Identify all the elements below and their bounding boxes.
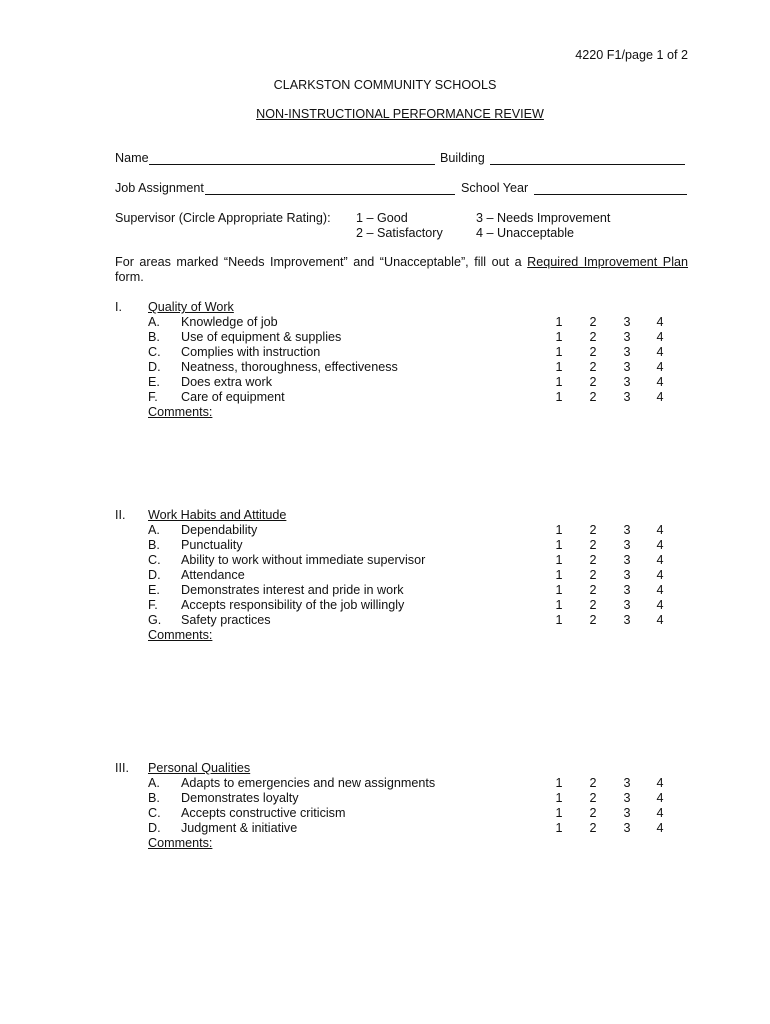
building-label: Building — [440, 151, 485, 165]
item-letter: C. — [148, 806, 161, 820]
name-field[interactable] — [149, 164, 435, 165]
page-reference: 4220 F1/page 1 of 2 — [575, 48, 688, 62]
rating-option-3[interactable]: 3 — [623, 523, 631, 537]
rating-row — [148, 390, 688, 405]
comments-label: Comments: — [148, 628, 213, 642]
school-year-field[interactable] — [534, 194, 687, 195]
rating-row — [148, 806, 688, 821]
rating-option-3[interactable]: 3 — [623, 806, 631, 820]
rating-row — [148, 330, 688, 345]
rating-option-4[interactable]: 4 — [656, 360, 664, 374]
rating-option-1[interactable]: 1 — [555, 390, 563, 404]
item-description: Complies with instruction — [181, 345, 321, 359]
comments-label: Comments: — [148, 836, 213, 850]
rating-option-4[interactable]: 4 — [656, 806, 664, 820]
rating-option-2[interactable]: 2 — [589, 375, 597, 389]
section-title: Quality of Work — [148, 300, 234, 314]
rating-option-2[interactable]: 2 — [589, 315, 597, 329]
rating-option-2[interactable]: 2 — [589, 776, 597, 790]
rating-option-4[interactable]: 4 — [656, 375, 664, 389]
rating-row — [148, 538, 688, 553]
job-assignment-label: Job Assignment — [115, 181, 204, 195]
rating-option-2[interactable]: 2 — [589, 791, 597, 805]
rating-option-1[interactable]: 1 — [555, 776, 563, 790]
comments-area[interactable] — [148, 645, 688, 755]
rating-option-2[interactable]: 2 — [589, 806, 597, 820]
building-field[interactable] — [490, 164, 685, 165]
note-text: For areas marked “Needs Improvement” and “Unacceptable”, fill out a — [115, 255, 522, 269]
rating-option-2[interactable]: 2 — [589, 821, 597, 835]
section-numeral: II. — [115, 508, 126, 522]
rating-option-1[interactable]: 1 — [555, 315, 563, 329]
rating-option-2[interactable]: 2 — [589, 390, 597, 404]
rating-option-2[interactable]: 2 — [589, 553, 597, 567]
rating-option-3[interactable]: 3 — [623, 390, 631, 404]
rating-option-4[interactable]: 4 — [656, 568, 664, 582]
rating-option-4[interactable]: 4 — [656, 791, 664, 805]
rating-option-4[interactable]: 4 — [656, 598, 664, 612]
item-description: Demonstrates interest and pride in work — [181, 583, 404, 597]
rating-option-4[interactable]: 4 — [656, 613, 664, 627]
item-letter: A. — [148, 776, 160, 790]
rating-option-3[interactable]: 3 — [623, 583, 631, 597]
section-numeral: III. — [115, 761, 129, 775]
item-description: Knowledge of job — [181, 315, 278, 329]
rating-option-1[interactable]: 1 — [555, 568, 563, 582]
rating-option-4[interactable]: 4 — [656, 538, 664, 552]
instruction-note — [115, 255, 688, 270]
rating-option-3[interactable]: 3 — [623, 330, 631, 344]
rating-option-2[interactable]: 2 — [589, 538, 597, 552]
item-description: Dependability — [181, 523, 258, 537]
rating-option-1[interactable]: 1 — [555, 598, 563, 612]
section-numeral: I. — [115, 300, 122, 314]
section-title: Personal Qualities — [148, 761, 251, 775]
rating-option-1[interactable]: 1 — [555, 523, 563, 537]
rating-row — [148, 523, 688, 538]
rating-option-1[interactable]: 1 — [555, 330, 563, 344]
comments-area[interactable] — [148, 422, 688, 502]
item-letter: D. — [148, 821, 161, 835]
item-description: Accepts responsibility of the job willingly — [181, 598, 405, 612]
rating-option-3[interactable]: 3 — [623, 613, 631, 627]
rating-option-4[interactable]: 4 — [656, 330, 664, 344]
rating-row — [148, 360, 688, 375]
item-letter: E. — [148, 583, 160, 597]
item-letter: B. — [148, 330, 160, 344]
rating-legend-needs-improvement: 3 – Needs Improvement — [476, 211, 611, 225]
rating-option-4[interactable]: 4 — [656, 390, 664, 404]
school-year-label: School Year — [461, 181, 529, 195]
rating-option-2[interactable]: 2 — [589, 523, 597, 537]
rating-option-3[interactable]: 3 — [623, 553, 631, 567]
rating-option-3[interactable]: 3 — [623, 598, 631, 612]
rating-option-1[interactable]: 1 — [555, 345, 563, 359]
item-description: Ability to work without immediate supervisor — [181, 553, 426, 567]
rating-option-2[interactable]: 2 — [589, 360, 597, 374]
item-letter: F. — [148, 390, 158, 404]
item-description: Judgment & initiative — [181, 821, 298, 835]
rating-row — [148, 776, 688, 791]
item-letter: B. — [148, 791, 160, 805]
section-title: Work Habits and Attitude — [148, 508, 287, 522]
rating-option-2[interactable]: 2 — [589, 613, 597, 627]
item-description: Care of equipment — [181, 390, 285, 404]
rating-option-1[interactable]: 1 — [555, 613, 563, 627]
rating-option-4[interactable]: 4 — [656, 345, 664, 359]
rating-option-2[interactable]: 2 — [589, 330, 597, 344]
rating-option-1[interactable]: 1 — [555, 360, 563, 374]
rating-option-1[interactable]: 1 — [555, 375, 563, 389]
item-letter: D. — [148, 360, 161, 374]
rating-option-3[interactable]: 3 — [623, 345, 631, 359]
item-letter: D. — [148, 568, 161, 582]
rating-option-4[interactable]: 4 — [656, 821, 664, 835]
rating-row — [148, 791, 688, 806]
form-title: NON-INSTRUCTIONAL PERFORMANCE REVIEW — [256, 107, 544, 121]
comments-label: Comments: — [148, 405, 213, 419]
rating-option-4[interactable]: 4 — [656, 315, 664, 329]
comments-area[interactable] — [148, 853, 688, 973]
rating-row — [148, 598, 688, 613]
item-letter: F. — [148, 598, 158, 612]
rating-option-1[interactable]: 1 — [555, 583, 563, 597]
rating-legend-unacceptable: 4 – Unacceptable — [476, 226, 575, 240]
rating-option-1[interactable]: 1 — [555, 791, 563, 805]
rating-option-4[interactable]: 4 — [656, 523, 664, 537]
item-description: Demonstrates loyalty — [181, 791, 299, 805]
rating-row — [148, 568, 688, 583]
item-letter: C. — [148, 553, 161, 567]
rating-option-3[interactable]: 3 — [623, 315, 631, 329]
rating-option-3[interactable]: 3 — [623, 360, 631, 374]
item-description: Attendance — [181, 568, 245, 582]
item-letter: B. — [148, 538, 160, 552]
item-description: Neatness, thoroughness, effectiveness — [181, 360, 398, 374]
rating-option-3[interactable]: 3 — [623, 568, 631, 582]
item-description: Does extra work — [181, 375, 272, 389]
rating-option-1[interactable]: 1 — [555, 553, 563, 567]
rating-option-4[interactable]: 4 — [656, 776, 664, 790]
item-description: Safety practices — [181, 613, 271, 627]
item-description: Accepts constructive criticism — [181, 806, 346, 820]
item-description: Adapts to emergencies and new assignments — [181, 776, 436, 790]
rating-row — [148, 613, 688, 628]
organization-name: CLARKSTON COMMUNITY SCHOOLS — [273, 78, 497, 92]
rating-row — [148, 553, 688, 568]
rating-row — [148, 821, 688, 836]
rating-row — [148, 315, 688, 330]
rating-option-2[interactable]: 2 — [589, 568, 597, 582]
rating-option-3[interactable]: 3 — [623, 776, 631, 790]
item-letter: C. — [148, 345, 161, 359]
rating-option-1[interactable]: 1 — [555, 821, 563, 835]
rating-option-4[interactable]: 4 — [656, 583, 664, 597]
rating-option-3[interactable]: 3 — [623, 538, 631, 552]
supervisor-rating-label: Supervisor (Circle Appropriate Rating): — [115, 211, 331, 225]
rating-option-4[interactable]: 4 — [656, 553, 664, 567]
job-assignment-field[interactable] — [205, 194, 455, 195]
rating-legend-good: 1 – Good — [356, 211, 408, 225]
rating-option-3[interactable]: 3 — [623, 375, 631, 389]
rating-option-1[interactable]: 1 — [555, 806, 563, 820]
item-description: Use of equipment & supplies — [181, 330, 342, 344]
item-description: Punctuality — [181, 538, 243, 552]
rating-option-2[interactable]: 2 — [589, 583, 597, 597]
rating-option-3[interactable]: 3 — [623, 821, 631, 835]
rating-row — [148, 345, 688, 360]
item-letter: E. — [148, 375, 160, 389]
rating-option-2[interactable]: 2 — [589, 345, 597, 359]
name-label: Name — [115, 151, 149, 165]
rating-option-1[interactable]: 1 — [555, 538, 563, 552]
rating-row — [148, 583, 688, 598]
item-letter: A. — [148, 315, 160, 329]
item-letter: A. — [148, 523, 160, 537]
rating-row — [148, 375, 688, 390]
rating-legend-satisfactory: 2 – Satisfactory — [356, 226, 443, 240]
improvement-plan-reference: Required Improvement Plan — [527, 255, 689, 269]
rating-option-3[interactable]: 3 — [623, 791, 631, 805]
rating-option-2[interactable]: 2 — [589, 598, 597, 612]
item-letter: G. — [148, 613, 162, 627]
note-text-continued: form. — [115, 270, 144, 284]
